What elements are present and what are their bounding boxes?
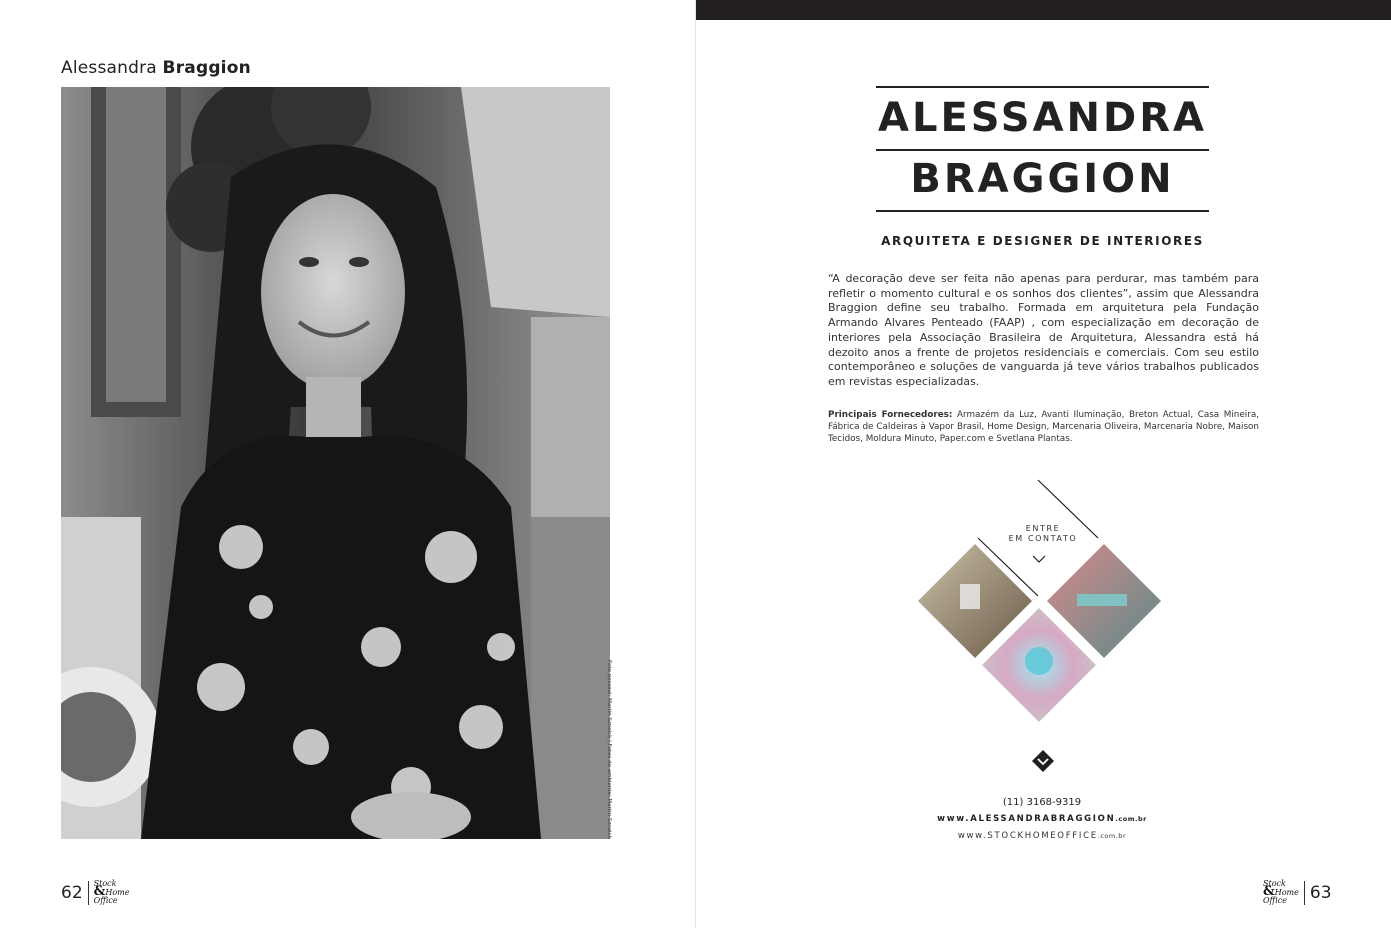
- page-number-left: 62: [61, 882, 83, 903]
- contact-cta[interactable]: [1001, 524, 1085, 544]
- photo-credit: Foto pessoal: Martin Sznolck | Fotos de ambiente: Martin Sznolck: [606, 660, 612, 839]
- brand-logo-left: Stock &Home Office: [93, 879, 130, 905]
- portrait-photo: [61, 87, 610, 839]
- title-line-2: BRAGGION: [910, 156, 1175, 202]
- title-divider: [876, 149, 1209, 151]
- website-second-link[interactable]: www.STOCKHOMEOFFICE.com.br: [957, 831, 1127, 841]
- diamond-mosaic: [912, 476, 1172, 726]
- phone-number[interactable]: (11) 3168-9319: [1002, 797, 1082, 808]
- bio-text: “A decoração deve ser feita não apenas para perdurar, mas também para refletir o momento cultural e os sonhos dos clientes”, assim que Alessandra Braggion define seu trabalho. Formada em arquitetura pela Fundação Armando Alvares Penteado (FAAP) , com especialização em decoração de interiores pela Associação Brasileira de Arquitetura, Alessandra está há dezoito anos a frente de projetos residenciais e comerciais. Com seu estilo contemporâneo e soluções de vanguarda já teve vários trabalhos publicados em revistas especializadas.: [828, 272, 1259, 388]
- suppliers-label: Principais Fornecedores:: [828, 410, 953, 420]
- subtitle: ARQUITETA E DESIGNER DE INTERIORES: [881, 234, 1204, 248]
- brand-logo-right: Stock &Home Office: [1263, 879, 1299, 905]
- top-bar: [696, 0, 1391, 20]
- title-box: [876, 86, 1209, 212]
- title-line-1: ALESSANDRA: [878, 95, 1207, 141]
- contact-line-2: EM CONTATO: [1008, 534, 1078, 543]
- folio-divider: [88, 881, 89, 905]
- suppliers-list: Armazém da Luz, Avanti Iluminação, Breton Actual, Casa Mineira, Fábrica de Caldeiras à Vapor Brasil, Home Design, Marcenaria Oliveira, Marcenaria Nobre, Maison Tecidos, Moldura Minuto, Paper.com e Svetlana Plantas.: [828, 410, 1260, 445]
- chevron-badge-icon: [1032, 750, 1054, 772]
- website-main-link[interactable]: www.ALESSANDRABRAGGION.com.br: [937, 814, 1147, 824]
- suppliers-text: [828, 409, 1259, 446]
- designer-last-name: Braggion: [162, 58, 251, 78]
- folio-divider: [1304, 881, 1305, 905]
- right-folio: [1263, 880, 1332, 905]
- left-folio: [61, 880, 130, 905]
- designer-name-header: [61, 58, 251, 78]
- page-number-right: 63: [1309, 882, 1332, 903]
- contact-line-1: ENTRE: [1025, 524, 1061, 533]
- designer-first-name: Alessandra: [61, 58, 157, 78]
- right-page: [696, 0, 1391, 928]
